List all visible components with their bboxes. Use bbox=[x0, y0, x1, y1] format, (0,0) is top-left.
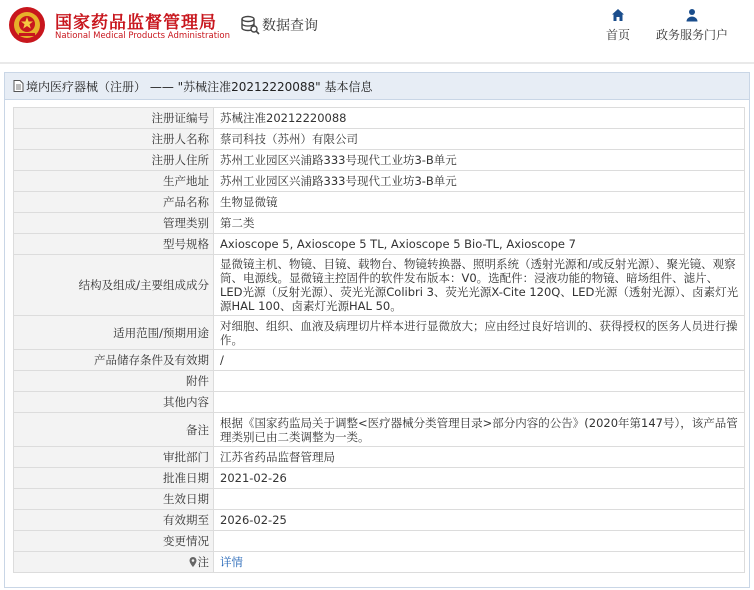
table-row bbox=[14, 510, 745, 531]
row-value: 第二类 bbox=[214, 213, 745, 234]
row-label: 注 bbox=[197, 555, 209, 569]
detail-panel bbox=[4, 72, 750, 588]
home-icon bbox=[611, 8, 625, 22]
data-query-label: 数据查询 bbox=[262, 18, 318, 34]
row-label: 生效日期 bbox=[14, 489, 214, 510]
user-icon bbox=[685, 8, 699, 22]
row-label: 产品储存条件及有效期 bbox=[14, 350, 214, 371]
row-label: 批准日期 bbox=[14, 468, 214, 489]
row-value: Axioscope 5, Axioscope 5 TL, Axioscope 5 Bio-TL, Axioscope 7 bbox=[214, 234, 745, 255]
table-row bbox=[14, 531, 745, 552]
nav-portal-label: 政务服务门户 bbox=[656, 28, 729, 42]
row-label: 备注 bbox=[14, 413, 214, 447]
row-value-cell bbox=[214, 552, 745, 573]
panel-title: 境内医疗器械（注册） —— "苏械注准20212220088" 基本信息 bbox=[26, 79, 373, 94]
site-header bbox=[0, 0, 754, 52]
table-row bbox=[14, 447, 745, 468]
details-link[interactable]: 详情 bbox=[220, 555, 243, 569]
nav-home[interactable] bbox=[604, 8, 632, 43]
row-label: 附件 bbox=[14, 371, 214, 392]
row-value: 2026-02-25 bbox=[214, 510, 745, 531]
row-label: 管理类别 bbox=[14, 213, 214, 234]
row-value: 苏械注准20212220088 bbox=[214, 108, 745, 129]
table-row bbox=[14, 489, 745, 510]
row-value bbox=[214, 489, 745, 510]
table-row bbox=[14, 371, 745, 392]
row-label: 其他内容 bbox=[14, 392, 214, 413]
row-value: / bbox=[214, 350, 745, 371]
row-value: 根据《国家药监局关于调整<医疗器械分类管理目录>部分内容的公告》(2020年第147号），该产品管理类别已由二类调整为一类。 bbox=[214, 413, 745, 447]
table-row bbox=[14, 350, 745, 371]
row-label: 型号规格 bbox=[14, 234, 214, 255]
row-value: 江苏省药品监督管理局 bbox=[214, 447, 745, 468]
row-value: 生物显微镜 bbox=[214, 192, 745, 213]
location-pin-icon bbox=[189, 557, 197, 567]
panel-title-bar bbox=[5, 73, 749, 100]
row-value: 蔡司科技（苏州）有限公司 bbox=[214, 129, 745, 150]
table-row bbox=[14, 413, 745, 447]
table-row bbox=[14, 255, 745, 316]
note-label-cell bbox=[14, 552, 214, 573]
row-value bbox=[214, 531, 745, 552]
table-row bbox=[14, 150, 745, 171]
table-row bbox=[14, 468, 745, 489]
row-value: 苏州工业园区兴浦路333号现代工业坊3-B单元 bbox=[214, 150, 745, 171]
table-row bbox=[14, 552, 745, 573]
row-value: 显微镜主机、物镜、目镜、载物台、物镜转换器、照明系统（透射光源和/或反射光源）、聚光镜、观察筒、电源线。显微镜主控固件的软件发布版本：V0。选配件：浸液功能的物镜、暗场组件、滤片、LED光源（反射光源）、荧光光源Colibri 3、荧光光源X-Cite 120Q、LED光源（透射光源）、卤素灯光源HAL 100、卤素灯光源HAL 50。 bbox=[214, 255, 745, 316]
info-table bbox=[13, 107, 745, 573]
row-value: 对细胞、组织、血液及病理切片样本进行显微放大；应由经过良好培训的、获得授权的医务人员进行操作。 bbox=[214, 316, 745, 350]
row-value bbox=[214, 371, 745, 392]
emblem-logo-icon bbox=[8, 6, 46, 44]
row-label: 注册证编号 bbox=[14, 108, 214, 129]
row-label: 审批部门 bbox=[14, 447, 214, 468]
row-label: 有效期至 bbox=[14, 510, 214, 531]
table-row bbox=[14, 316, 745, 350]
row-value bbox=[214, 392, 745, 413]
table-row bbox=[14, 171, 745, 192]
table-row bbox=[14, 129, 745, 150]
nav-home-label: 首页 bbox=[605, 28, 630, 42]
table-row bbox=[14, 213, 745, 234]
document-icon bbox=[13, 80, 24, 92]
row-value: 2021-02-26 bbox=[214, 468, 745, 489]
database-search-icon bbox=[240, 15, 260, 35]
table-row bbox=[14, 234, 745, 255]
row-label: 注册人住所 bbox=[14, 150, 214, 171]
header-divider bbox=[0, 62, 754, 64]
row-label: 结构及组成/主要组成成分 bbox=[14, 255, 214, 316]
row-label: 产品名称 bbox=[14, 192, 214, 213]
row-label: 适用范围/预期用途 bbox=[14, 316, 214, 350]
row-label: 变更情况 bbox=[14, 531, 214, 552]
brand-name-en: National Medical Products Administration bbox=[55, 31, 230, 41]
nav-service-portal[interactable] bbox=[656, 8, 728, 43]
table-row bbox=[14, 192, 745, 213]
brand-name-cn: 国家药品监督管理局 bbox=[55, 13, 217, 33]
row-value: 苏州工业园区兴浦路333号现代工业坊3-B单元 bbox=[214, 171, 745, 192]
row-label: 注册人名称 bbox=[14, 129, 214, 150]
data-query-link[interactable] bbox=[240, 15, 318, 35]
table-row bbox=[14, 392, 745, 413]
table-row bbox=[14, 108, 745, 129]
row-label: 生产地址 bbox=[14, 171, 214, 192]
